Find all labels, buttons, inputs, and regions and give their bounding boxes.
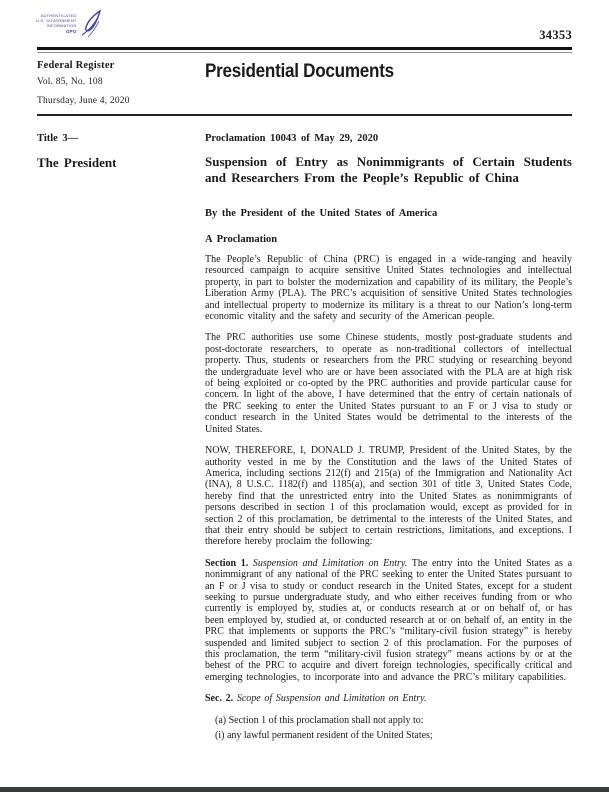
masthead	[37, 60, 572, 106]
masthead-right	[205, 60, 572, 106]
main-content	[37, 116, 572, 741]
gpo-logo-line3: INFORMATION	[46, 23, 77, 28]
volume-number: Vol. 85, No. 108	[37, 77, 103, 87]
proclamation-heading: A Proclamation	[205, 234, 278, 245]
document-body	[205, 133, 572, 741]
proclamation-number-line: Proclamation 10043 of May 29, 2020	[205, 133, 379, 144]
clause-a-i: (i) any lawful permanent resident of the United States;	[215, 730, 433, 742]
page-number: 34353	[539, 28, 572, 42]
section-2-label: Sec. 2.	[205, 693, 234, 705]
gpo-authenticated-logo	[36, 9, 104, 44]
title3-label: Title 3—	[37, 133, 79, 144]
paragraph-2: The PRC authorities use some Chinese students, mostly post-graduate students and post-doctorate researchers, to operate as non-traditional collectors of intellectual property. Thus, students or researchers from the PRC studying or researching beyond the undergraduate level who are or have been associated with the PLA are at high risk of being exploited or co-opted by the PRC authorities and provide particular cause for concern. In light of the above, I have determined that the entry of certain nationals of the PRC seeking to enter the United States pursuant to an F or J visa to study or conduct research in the United States would be detrimental to the interests of the United States.	[205, 332, 572, 435]
paragraph-3: NOW, THEREFORE, I, DONALD J. TRUMP, President of the United States, by the authority vested in me by the Constitution and the laws of the United States of America, including sections 212(f) and 215(a) of the Immigration and Nationality Act (INA), 8 U.S.C. 1182(f) and 1185(a), and section 301 of title 3, United States Code, hereby find that the unrestricted entry into the United States as nonimmigrants of persons described in section 1 of this proclamation would, except as provided for in section 2 of this proclamation, be detrimental to the interests of the United States, and that their entry should be subject to certain restrictions, limitations, and exceptions. I therefore hereby proclaim the following:	[205, 445, 572, 548]
gpo-logo-line4: GPO	[65, 29, 77, 34]
masthead-left	[37, 60, 205, 106]
sidebar-labels	[37, 133, 205, 741]
header-double-rule	[37, 47, 572, 53]
gpo-logo-text	[36, 9, 77, 34]
section-2-title: Scope of Suspension and Limitation on Entry.	[236, 693, 427, 705]
section-2-heading	[205, 693, 572, 704]
rule-gray	[37, 52, 572, 54]
section-1-paragraph	[205, 558, 572, 683]
bottom-edge-bar	[0, 787, 609, 792]
rule-black	[37, 47, 572, 50]
eagle-icon	[78, 9, 104, 44]
gpo-logo-line2: U.S. GOVERNMENT	[36, 18, 77, 23]
section-1-label: Section 1.	[205, 557, 249, 569]
section-1-title: Suspension and Limitation on Entry.	[252, 557, 408, 569]
paragraph-1: The People’s Republic of China (PRC) is engaged in a wide-ranging and heavily resourced campaign to acquire sensitive United States technologies and intellectual property, in part to bolster the modernization and capability of its military, the People’s Liberation Army (PLA). The PRC’s acquisition of sensitive United States technologies and intellectual property to modernize its military is a threat to our Nation’s long-term economic vitality and the safety and security of the American people.	[205, 254, 572, 323]
document-title: Suspension of Entry as Nonimmigrants of Certain Students and Researchers From the People’s Republic of China	[205, 154, 572, 185]
byline: By the President of the United States of America	[205, 208, 438, 219]
publication-name: Federal Register	[37, 60, 115, 71]
clause-a: (a) Section 1 of this proclamation shall not apply to:	[215, 714, 424, 726]
issue-date: Thursday, June 4, 2020	[37, 96, 130, 106]
section-heading: Presidential Documents	[205, 61, 394, 82]
president-label: The President	[37, 155, 117, 170]
section-1-text: The entry into the United States as a nonimmigrant of any national of the PRC seeking to enter the United States pursuant to an F or J visa to study or conduct research in the United States, except for a student seeking to pursue undergraduate study, and who either receives funding from or who currently is employed by, studies at, or conducts research at or on behalf of, or has been employed by, studied at, or conducted research at or on behalf of, an entity in the PRC that implements or supports the PRC’s “military-civil fusion strategy” is hereby suspended and limited subject to section 2 of this proclamation. For the purposes of this proclamation, the term “military-civil fusion strategy” means actions by or at the behest of the PRC to acquire and divert foreign technologies, specifically critical and emerging technologies, to incorporate into and advance the PRC’s military capabilities.	[205, 557, 573, 683]
gpo-logo-line1: AUTHENTICATED	[40, 13, 77, 18]
